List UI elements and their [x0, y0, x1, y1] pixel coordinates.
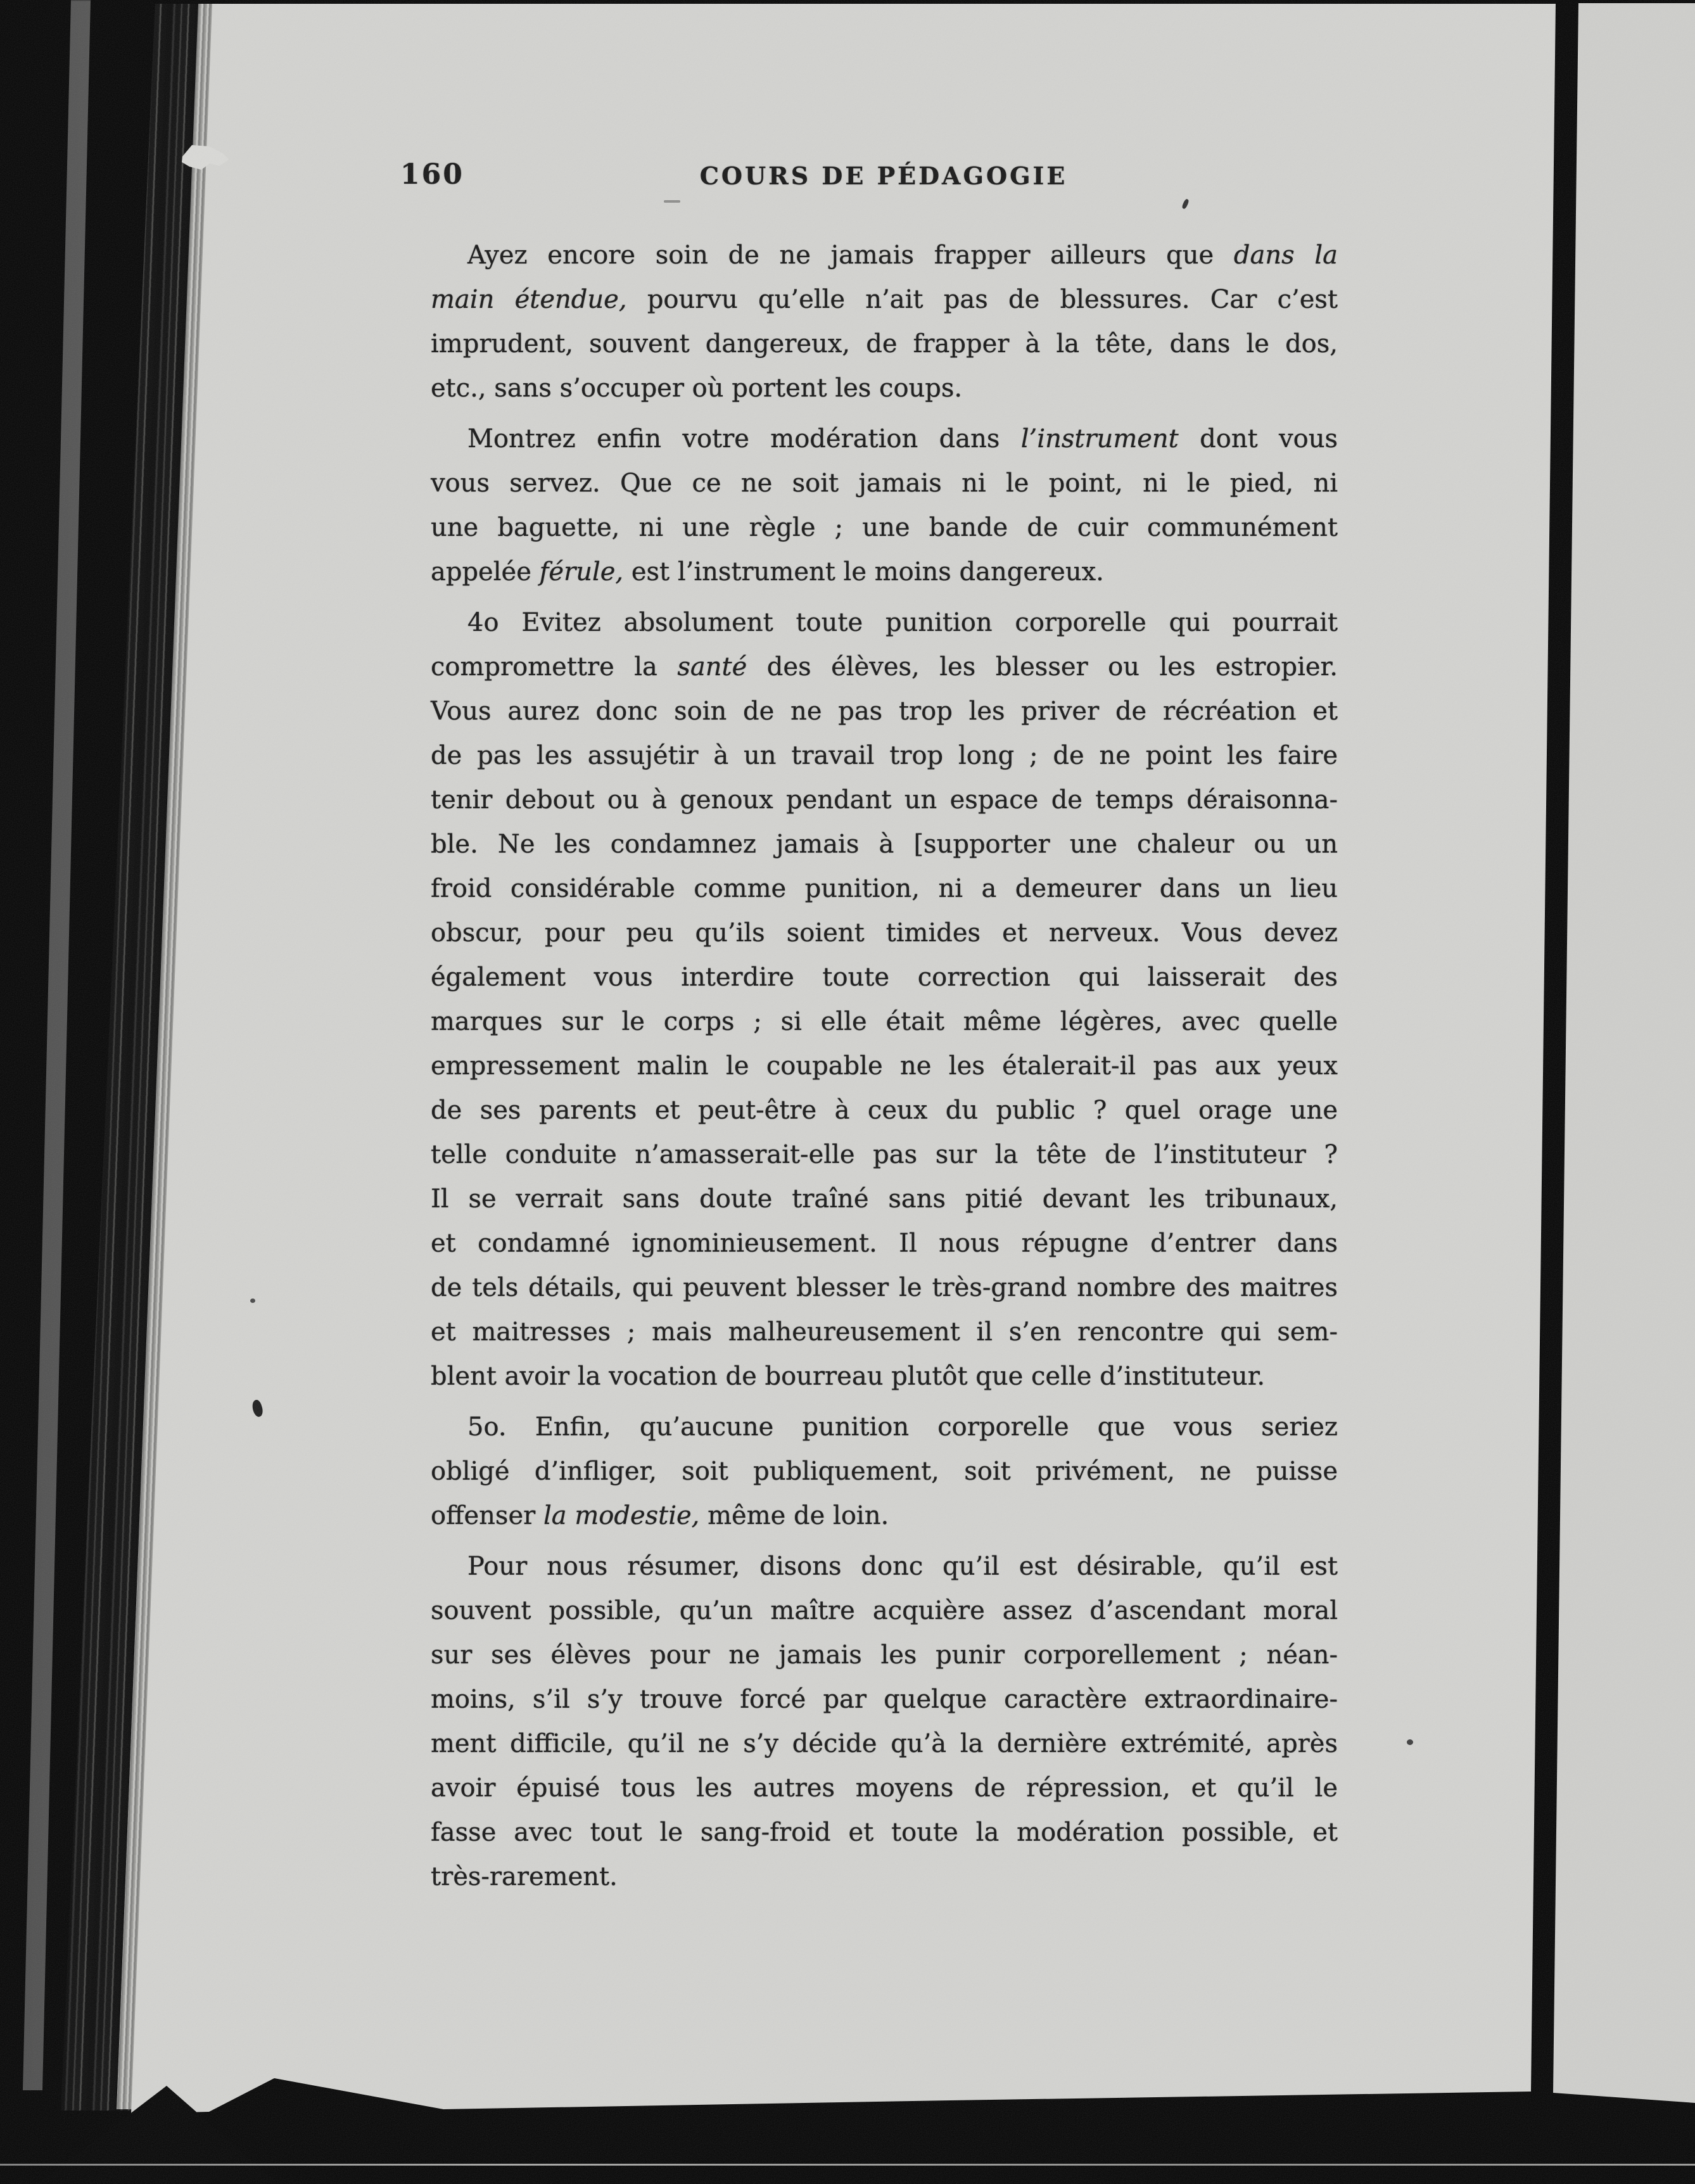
page-number: 160	[400, 158, 464, 191]
body-text: sur ses élèves pour ne jamais les punir corporellement ; néan-	[431, 1641, 1338, 1670]
text-line	[431, 689, 1338, 733]
text-line	[431, 1133, 1338, 1177]
text-line	[431, 1810, 1338, 1855]
text-line	[431, 911, 1338, 955]
text-line	[431, 322, 1338, 366]
body-text: empressement malin le coupable ne les étalerait-il pas aux yeux	[431, 1051, 1338, 1081]
ink-speck	[1407, 1739, 1413, 1745]
text-line	[431, 550, 1338, 594]
body-text: très-rarement.	[431, 1862, 618, 1891]
body-text: et condamné ignominieusement. Il nous répugne d’entrer dans	[431, 1229, 1338, 1258]
body-text: blent avoir la vocation de bourreau plutôt que celle d’instituteur.	[431, 1362, 1266, 1391]
body-text: de ses parents et peut-être à ceux du public ? quel orage une	[431, 1096, 1338, 1125]
body-text: telle conduite n’amasserait-elle pas sur la tête de l’instituteur ?	[431, 1140, 1338, 1169]
running-title: COURS DE PÉDAGOGIE	[699, 162, 1068, 190]
text-line	[431, 1633, 1338, 1677]
text-line	[431, 1494, 1338, 1538]
text-line	[431, 733, 1338, 778]
text-line	[431, 366, 1338, 410]
text-line	[431, 1354, 1338, 1399]
text-line	[431, 417, 1338, 461]
body-text: ble. Ne les condamnez jamais à [supporter une chaleur ou un	[431, 830, 1338, 859]
ink-speck	[664, 200, 680, 203]
body-text: ment difficile, qu’il ne s’y décide qu’à la dernière extrémité, après	[431, 1729, 1338, 1758]
body-text: imprudent, souvent dangereux, de frapper à la tête, dans le dos,	[431, 329, 1338, 359]
text-line	[431, 955, 1338, 1000]
text-line	[431, 277, 1338, 322]
italic-text: santé	[677, 652, 747, 682]
body-text: 5o. Enfin, qu’aucune punition corporelle que vous seriez	[467, 1413, 1338, 1442]
body-text: tenir debout ou à genoux pendant un espace de temps déraisonna-	[431, 785, 1338, 815]
text-line	[431, 822, 1338, 867]
body-text: Il se verrait sans doute traîné sans pitié devant les tribunaux,	[431, 1184, 1338, 1214]
body-text: même de loin.	[699, 1501, 889, 1530]
text-line	[431, 461, 1338, 505]
text-line	[431, 778, 1338, 822]
body-text: Montrez enfin votre modération dans	[467, 424, 1021, 454]
body-text: obligé d’infliger, soit publiquement, soit privément, ne puisse	[431, 1457, 1338, 1486]
scanner-light-line	[0, 2164, 1695, 2166]
body-text: etc., sans s’occuper où portent les coups.	[431, 374, 963, 403]
body-text: obscur, pour peu qu’ils soient timides et nerveux. Vous devez	[431, 918, 1338, 948]
body-text: offenser	[431, 1501, 543, 1530]
body-text: compromettre la	[431, 652, 678, 682]
body-text: avoir épuisé tous les autres moyens de répression, et qu’il le	[431, 1774, 1338, 1803]
text-line	[431, 505, 1338, 550]
body-text: pourvu qu’elle n’ait pas de blessures. Car c’est	[626, 285, 1338, 314]
body-text: dont vous	[1178, 424, 1338, 454]
italic-text: la modestie,	[543, 1501, 700, 1530]
italic-text: férule,	[539, 557, 624, 587]
body-text: Pour nous résumer, disons donc qu’il est désirable, qu’il est	[467, 1552, 1338, 1581]
italic-text: l’instrument	[1020, 424, 1179, 454]
text-line	[431, 1310, 1338, 1354]
text-line	[431, 1722, 1338, 1766]
text-line	[431, 1855, 1338, 1899]
text-line	[431, 1405, 1338, 1449]
italic-text: dans la	[1233, 241, 1338, 270]
text-line	[431, 600, 1338, 645]
text-line	[431, 233, 1338, 277]
body-text: vous servez. Que ce ne soit jamais ni le point, ni le pied, ni	[431, 469, 1338, 498]
text-line	[431, 1177, 1338, 1221]
body-text: également vous interdire toute correction qui laisserait des	[431, 963, 1338, 992]
text-line	[431, 1449, 1338, 1494]
body-text: de pas les assujétir à un travail trop long ; de ne point les faire	[431, 741, 1338, 770]
text-line	[431, 1088, 1338, 1133]
body-text: des élèves, les blesser ou les estropier.	[747, 652, 1338, 682]
body-text: 4o Evitez absolument toute punition corporelle qui pourrait	[467, 608, 1338, 637]
body-text: froid considérable comme punition, ni a demeurer dans un lieu	[431, 874, 1338, 903]
body-text: Vous aurez donc soin de ne pas trop les priver de récréation et	[431, 697, 1338, 726]
text-line	[431, 1544, 1338, 1589]
text-line	[431, 1000, 1338, 1044]
text-line	[431, 1266, 1338, 1310]
text-line	[431, 1044, 1338, 1088]
body-text: fasse avec tout le sang-froid et toute la modération possible, et	[431, 1818, 1338, 1847]
body-text: Ayez encore soin de ne jamais frapper ailleurs que	[467, 241, 1234, 270]
ink-speck	[250, 1298, 255, 1303]
text-line	[431, 1766, 1338, 1810]
page-body	[431, 227, 1338, 1899]
text-line	[431, 1677, 1338, 1722]
text-line	[431, 867, 1338, 911]
body-text: appelée	[431, 557, 540, 587]
text-line	[431, 645, 1338, 689]
body-text: de tels détails, qui peuvent blesser le très-grand nombre des maitres	[431, 1273, 1338, 1302]
italic-text: main étendue,	[431, 285, 627, 314]
body-text: moins, s’il s’y trouve forcé par quelque caractère extraordinaire-	[431, 1685, 1338, 1714]
body-text: est l’instrument le moins dangereux.	[623, 557, 1104, 587]
body-text: une baguette, ni une règle ; une bande de cuir communément	[431, 513, 1338, 542]
text-line	[431, 1221, 1338, 1266]
text-line	[431, 1589, 1338, 1633]
body-text: et maitresses ; mais malheureusement il s’en rencontre qui sem-	[431, 1317, 1338, 1347]
body-text: souvent possible, qu’un maître acquière assez d’ascendant moral	[431, 1596, 1338, 1625]
body-text: marques sur le corps ; si elle était même légères, avec quelle	[431, 1007, 1338, 1036]
